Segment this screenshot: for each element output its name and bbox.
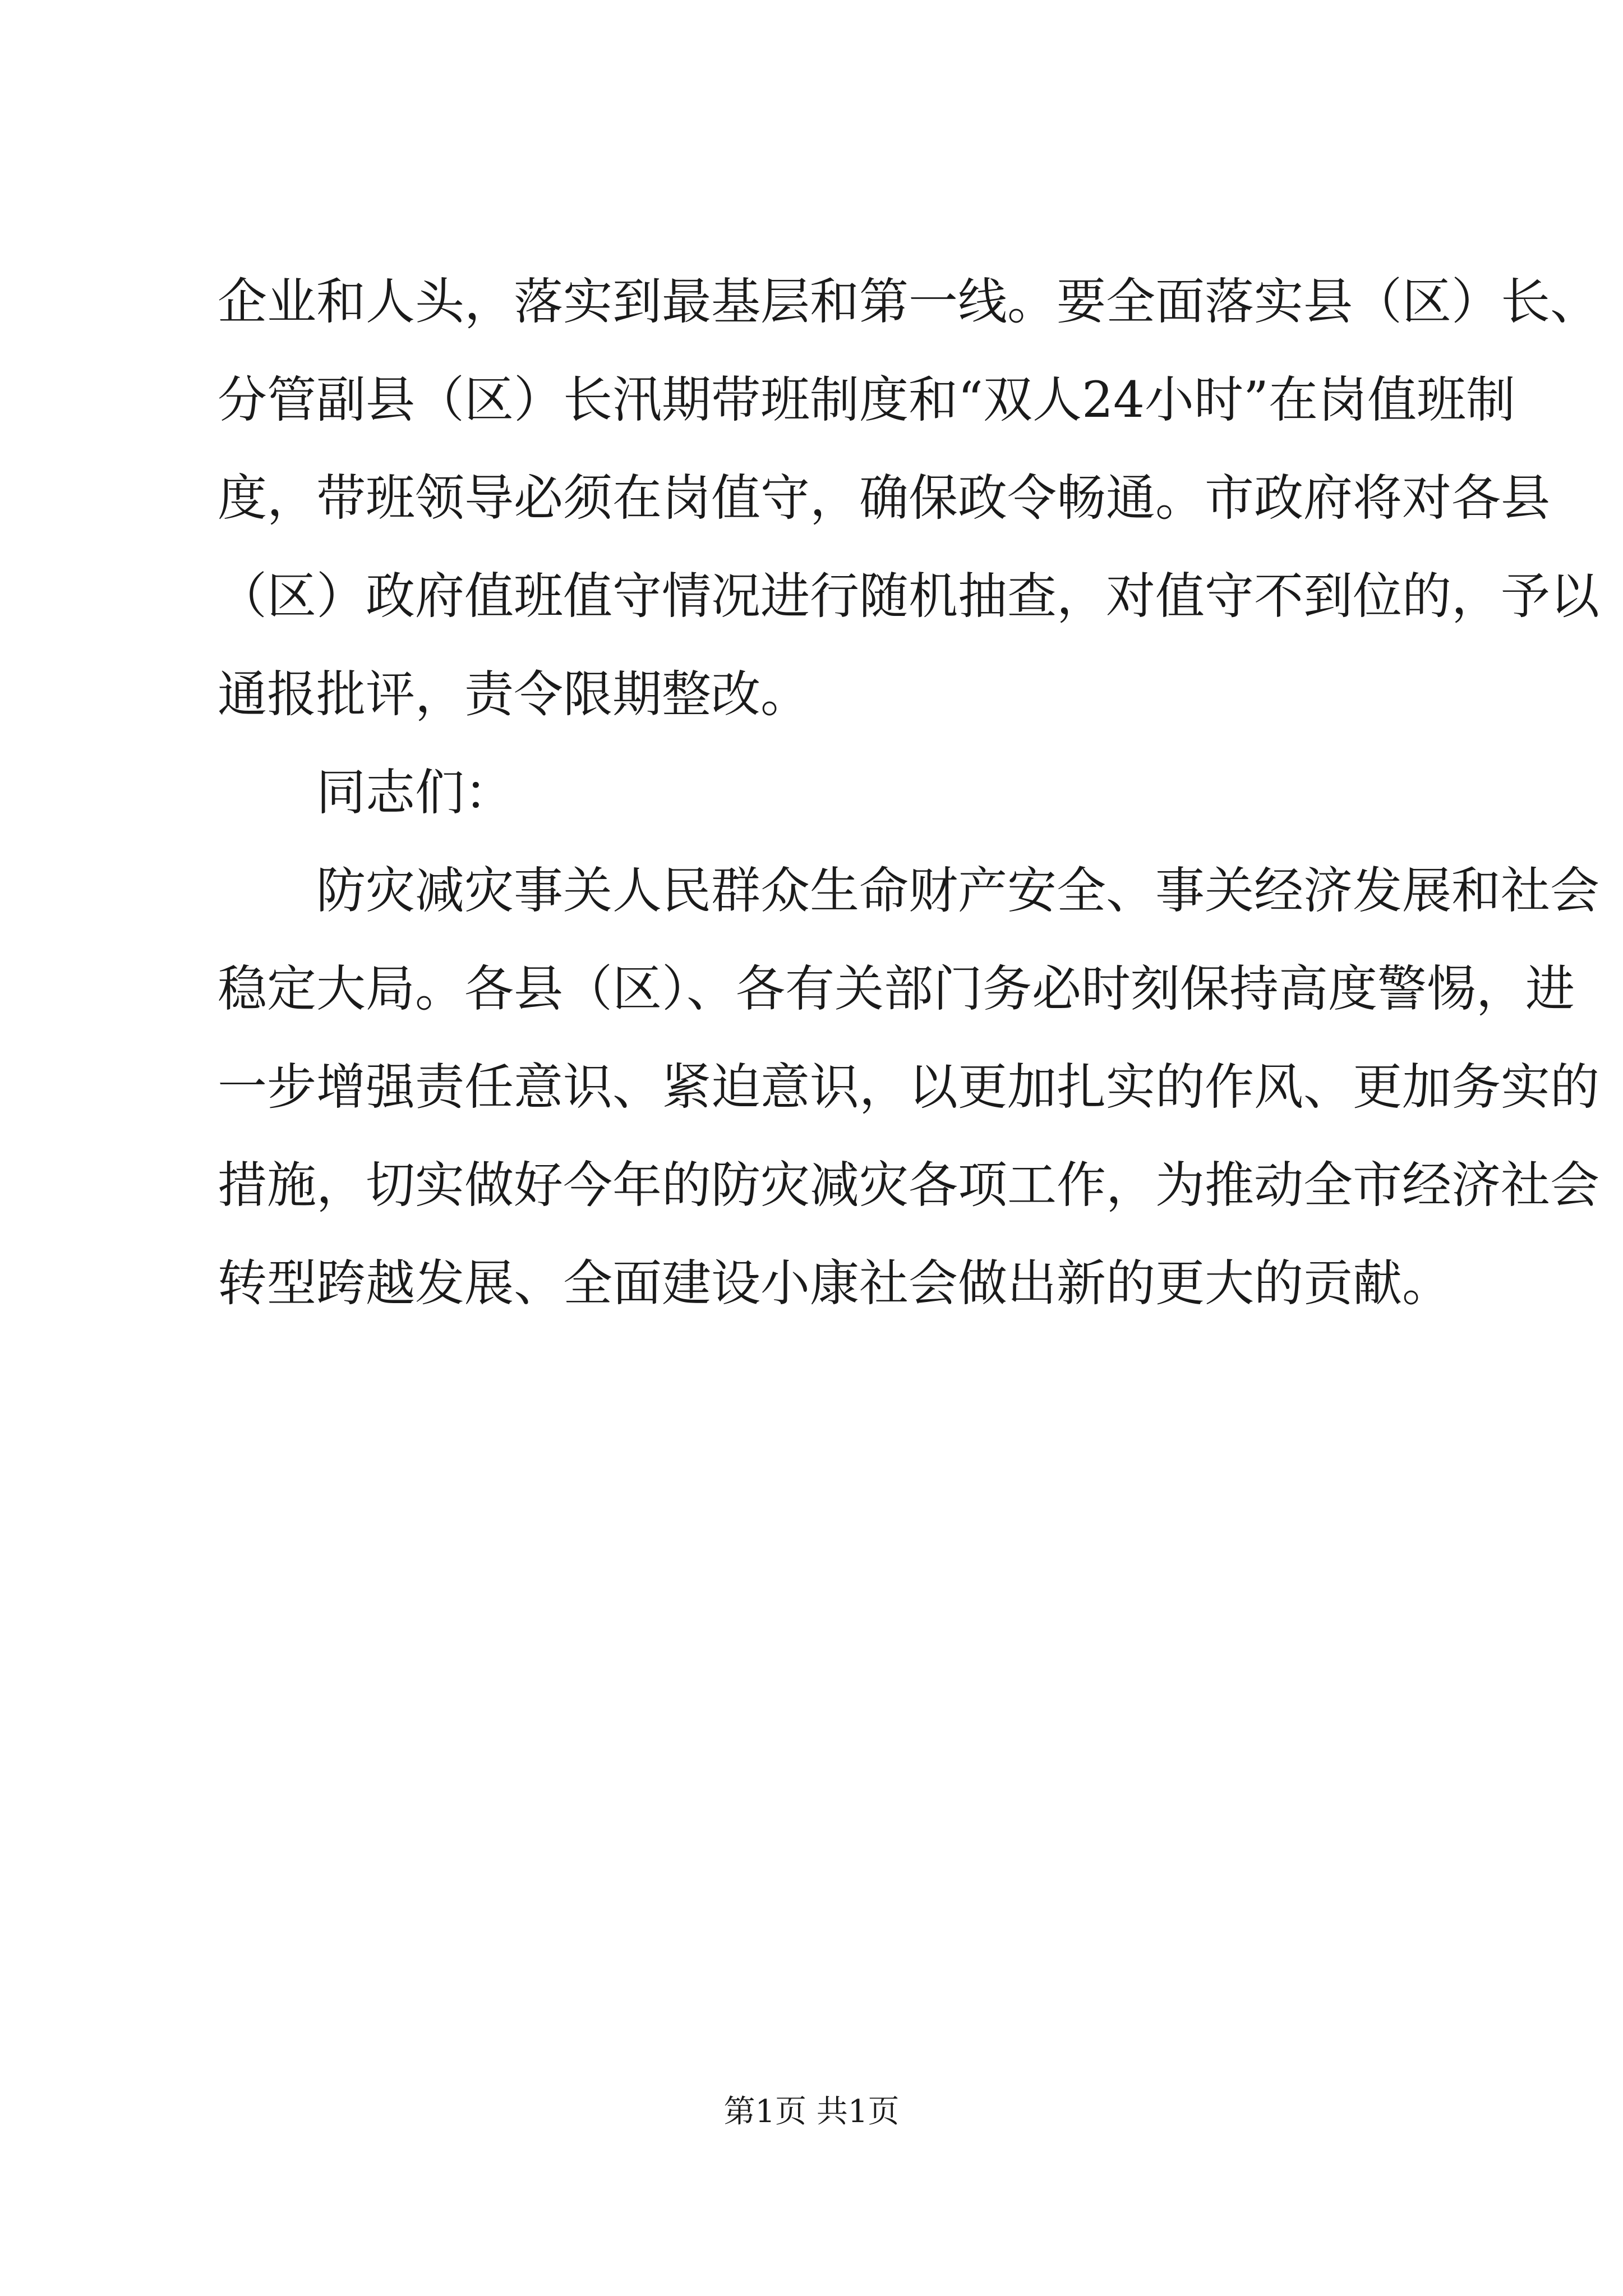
salutation-text: 同志们： <box>316 763 514 821</box>
text-line: （区）政府值班值守情况进行随机抽查，对值守不到位的，予以 <box>218 567 1600 625</box>
text-line: 稳定大局。各县（区）、各有关部门务必时刻保持高度警惕，进 <box>218 960 1575 1018</box>
page-footer: 第1页 共1页 <box>723 2093 900 2130</box>
paragraph <box>218 252 1600 743</box>
text-line: 通报批评，责令限期整改。 <box>218 665 810 723</box>
text-line: 分管副县（区）长汛期带班制度和“双人24小时”在岗值班制 <box>218 371 1515 429</box>
text-line: 防灾减灾事关人民群众生命财产安全、事关经济发展和社会 <box>316 862 1600 919</box>
salutation <box>218 743 1429 841</box>
text-line: 一步增强责任意识、紧迫意识，以更加扎实的作风、更加务实的 <box>218 1058 1600 1116</box>
text-line: 企业和人头，落实到最基层和第一线。要全面落实县（区）长、 <box>218 273 1600 330</box>
text-line: 度，带班领导必须在岗值守，确保政令畅通。市政府将对各县 <box>218 469 1551 527</box>
document-body <box>218 252 1600 1332</box>
paragraph <box>218 841 1600 1332</box>
text-line: 措施，切实做好今年的防灾减灾各项工作，为推动全市经济社会 <box>218 1156 1600 1214</box>
text-line: 转型跨越发展、全面建设小康社会做出新的更大的贡献。 <box>218 1254 1452 1312</box>
